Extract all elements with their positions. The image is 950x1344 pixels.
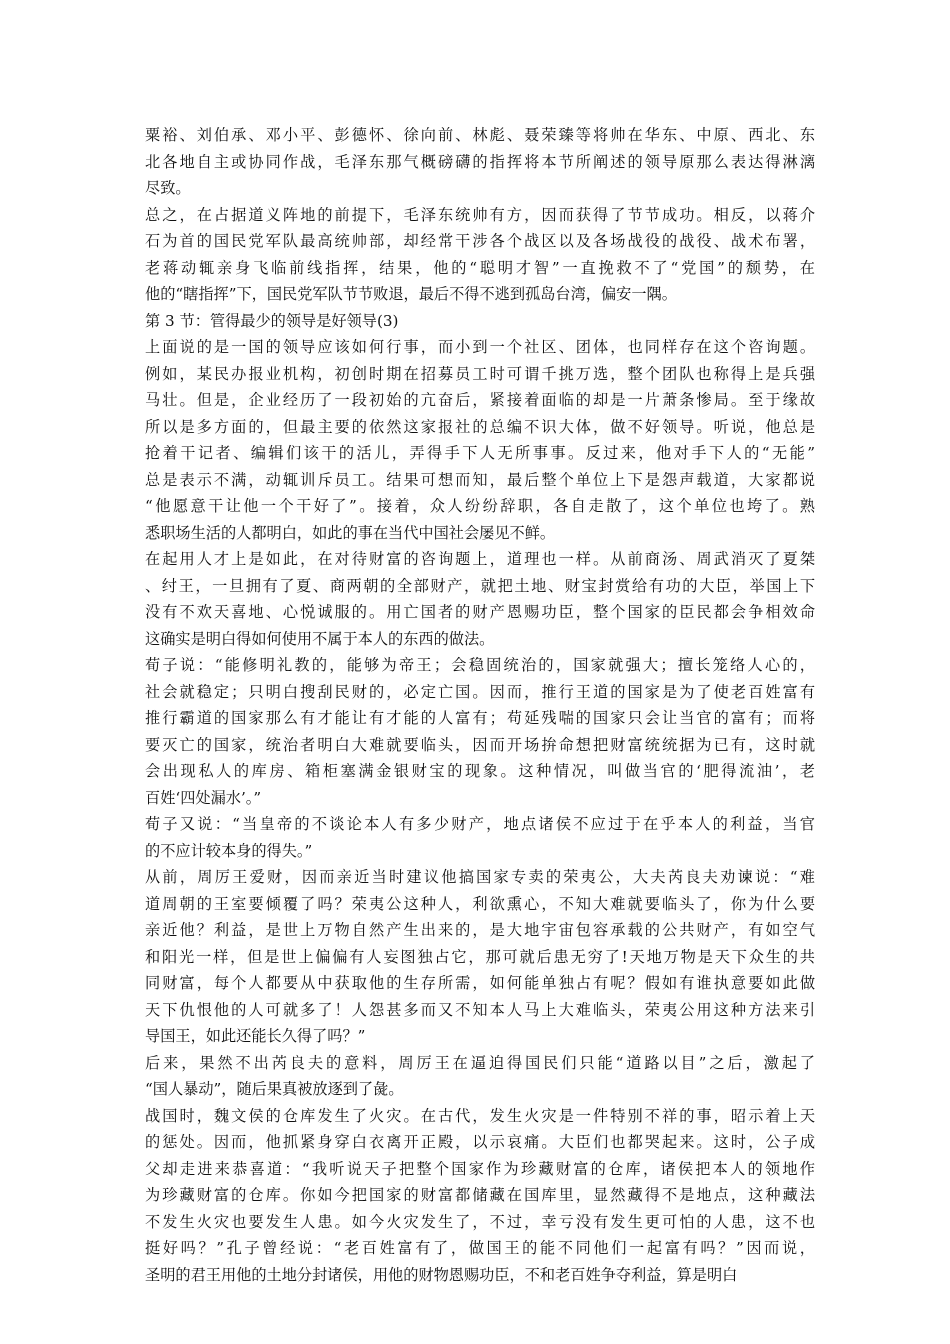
text-line: 总是表示不满，动辄训斥员工。结果可想而知，最后整个单位上下是怨声载道，大家都说	[145, 470, 815, 489]
text-line: 抢着干记者、编辑们该干的活儿，弄得手下人无所事事。反过来，他对手下人的“无能”	[145, 444, 815, 462]
text-line: 推行霸道的国家那么有才能让有才能的人富有；苟延残喘的国家只会让当官的富有；而将	[145, 709, 815, 727]
text-line: 会出现私人的库房、箱柜塞满金银财宝的现象。这种情况，叫做当官的‘肥得流油’，老	[145, 762, 815, 780]
text-line: 老蒋动辄亲身飞临前线指挥，结果，他的“聪明才智”一直挽救不了“党国”的颓势，在	[145, 258, 815, 277]
text-line: 石为首的国民党军队最高统帅部，却经常干涉各个战区以及各场战役的战役、战术布署，	[145, 232, 815, 250]
document-body	[145, 122, 815, 1288]
text-line: “他愿意干让他一个干好了”。接着，众人纷纷辞职，各自走散了，这个单位也垮了。熟	[145, 497, 815, 515]
text-line: 导国王，如此还能长久得了吗？”	[145, 1027, 366, 1045]
text-line: 战国时，魏文侯的仓库发生了火灾。在古代，发生火灾是一件特别不祥的事，昭示着上天	[145, 1106, 815, 1125]
text-line: 悉职场生活的人都明白，如此的事在当代中国社会屡见不鲜。	[145, 523, 556, 542]
text-line: 例如，某民办报业机构，初创时期在招募员工时可谓千挑万选，整个团队也称得上是兵强	[145, 364, 815, 383]
paragraph	[145, 308, 815, 335]
text-line: 这确实是明白得如何使用不属于本人的东西的做法。	[145, 629, 495, 648]
text-line: 同财富，每个人都要从中获取他的生存所需，如何能单独占有呢？假如有谁执意要如此做	[145, 974, 815, 992]
paragraph	[145, 864, 815, 1050]
text-line: 的不应计较本身的得失。”	[145, 841, 313, 860]
text-line: 和阳光一样，但是世上偏偏有人妄图独占它，那可就后患无穷了!天地万物是天下众生的共	[145, 947, 815, 966]
paragraph	[145, 1050, 815, 1103]
paragraph	[145, 811, 815, 864]
text-line: 尽致。	[145, 179, 191, 197]
text-line: “国人暴动”，随后果真被放逐到了彘。	[145, 1080, 404, 1098]
paragraph	[145, 122, 815, 202]
text-line: 没有不欢天喜地、心悦诚服的。用亡国者的财产恩赐功臣，整个国家的臣民都会争相效命	[145, 603, 815, 621]
text-line: 为珍藏财富的仓库。你如今把国家的财富都储藏在国库里，显然藏得不是地点，这种藏法	[145, 1186, 815, 1204]
text-line: 上面说的是一国的领导应该如何行事，而小到一个社区、团体，也同样存在这个咨询题。	[145, 338, 815, 356]
text-line: 圣明的君王用他的土地分封诸侯，用他的财物恩赐功臣，不和老百姓争夺利益，算是明白	[145, 1265, 738, 1284]
text-line: 马壮。但是，企业经历了一段初始的亢奋后，紧接着面临的却是一片萧条惨局。至于缘故	[145, 391, 815, 409]
text-line: 的惩处。因而，他抓紧身穿白衣离开正殿，以示哀痛。大臣们也都哭起来。这时，公子成	[145, 1133, 815, 1151]
text-line: 父却走进来恭喜道：“我听说天子把整个国家作为珍藏财富的仓库，诸侯把本人的领地作	[145, 1159, 815, 1178]
paragraph	[145, 1103, 815, 1289]
paragraph	[145, 546, 815, 652]
text-line: 百姓‘四处漏水’。”	[145, 788, 262, 807]
paragraph	[145, 202, 815, 308]
text-line: 荀子又说：“当皇帝的不谈论本人有多少财产，地点诸侯不应过于在乎本人的利益，当官	[145, 815, 815, 833]
text-line: 挺好吗？”孔子曾经说：“老百姓富有了，做国王的能不同他们一起富有吗？”因而说，	[145, 1239, 815, 1257]
text-line: 他的“瞎指挥”下，国民党军队节节败退，最后不得不逃到孤岛台湾，偏安一隅。	[145, 285, 677, 303]
text-line: 不发生火灾也要发生人患。如今火灾发生了，不过，幸亏没有发生更可怕的人患，这不也	[145, 1212, 815, 1231]
paragraph	[145, 334, 815, 546]
text-line: 天下仇恨他的人可就多了！人怨甚多而又不知本人马上大难临头，荣夷公用这种方法来引	[145, 1000, 815, 1019]
text-line: 所以是多方面的，但最主要的依然这家报社的总编不识大体，做不好领导。听说，他总是	[145, 417, 815, 436]
text-line: 社会就稳定；只明白搜刮民财的，必定亡国。因而，推行王道的国家是为了使老百姓富有	[145, 682, 815, 701]
text-line: 北各地自主或协同作战，毛泽东那气概磅礴的指挥将本节所阐述的领导原那么表达得淋漓	[145, 152, 815, 171]
text-line: 第 3 节：管得最少的领导是好领导(3)	[145, 311, 399, 330]
text-line: 荀子说：“能修明礼教的，能够为帝王；会稳固统治的，国家就强大；擅长笼络人心的，	[145, 656, 815, 674]
text-line: 后来，果然不出芮良夫的意料，周厉王在逼迫得国民们只能“道路以目”之后，激起了	[145, 1053, 815, 1072]
text-line: 要灭亡的国家，统治者明白大难就要临头，因而开场拚命想把财富统统据为已有，这时就	[145, 735, 815, 754]
text-line: 粟裕、刘伯承、邓小平、彭德怀、徐向前、林彪、聂荣臻等将帅在华东、中原、西北、东	[145, 126, 815, 144]
paragraph	[145, 652, 815, 811]
text-line: 道周朝的王室要倾覆了吗？荣夷公这种人，利欲熏心，不知大难就要临头了，你为什么要	[145, 894, 815, 913]
text-line: 亲近他？利益，是世上万物自然产生出来的，是大地宇宙包容承载的公共财产，有如空气	[145, 921, 815, 939]
text-line: 总之，在占据道义阵地的前提下，毛泽东统帅有方，因而获得了节节成功。相反，以蒋介	[145, 205, 815, 224]
text-line: 从前，周厉王爱财，因而亲近当时建议他搞国家专卖的荣夷公，大夫芮良夫劝谏说：“难	[145, 868, 815, 886]
text-line: 、纣王，一旦拥有了夏、商两朝的全部财产，就把土地、财宝封赏给有功的大臣，举国上下	[145, 576, 815, 595]
text-line: 在起用人才上是如此，在对待财富的咨询题上，道理也一样。从前商汤、周武消灭了夏桀	[145, 550, 815, 568]
